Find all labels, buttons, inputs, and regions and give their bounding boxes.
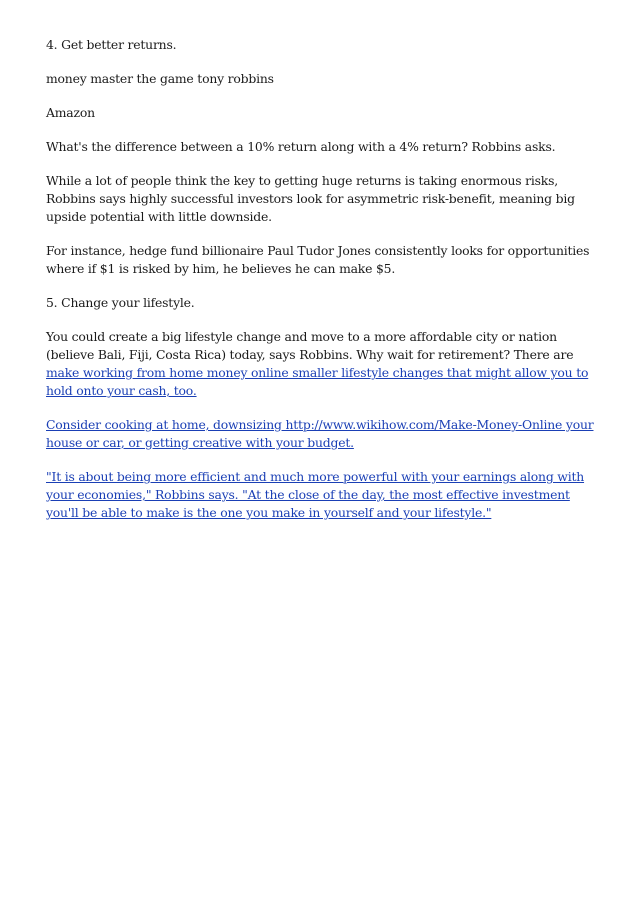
section-heading-get-better-returns: 4. Get better returns.	[46, 37, 177, 52]
robbins-quote-link[interactable]: "It is about being more efficient and much more powerful with your earnings along with your economies," Robbins says. "At the close of the day, the most effective investment you'll be able to make is the one you make in yourself and your lifestyle."	[46, 469, 585, 520]
paragraph-return-difference: What's the difference between a 10% return along with a 4% return? Robbins asks.	[46, 139, 556, 154]
section-heading-change-lifestyle: 5. Change your lifestyle.	[46, 295, 195, 310]
cooking-at-home-link[interactable]: Consider cooking at home, downsizing http://www.wikihow.com/Make-Money-Online your house or car, or getting creative with your budget.	[46, 417, 594, 450]
image-caption: money master the game tony robbins	[46, 71, 274, 86]
paragraph-cooking-at-home	[46, 416, 602, 452]
document-page	[46, 36, 602, 538]
lifestyle-text: You could create a big lifestyle change and move to a more affordable city or nation (believe Bali, Fiji, Costa Rica) today, says Robbins. Why wait for retirement? There are	[46, 329, 574, 362]
source-label: Amazon	[46, 105, 95, 120]
paragraph-asymmetric-risk: While a lot of people think the key to getting huge returns is taking enormous risks, Robbins says highly successful investors look for asymmetric risk-benefit, meaning big upside potential with little downside.	[46, 173, 575, 224]
paragraph-robbins-quote	[46, 468, 602, 522]
make-money-online-link[interactable]: make working from home money online smaller lifestyle changes that might allow you to hold onto your cash, too.	[46, 365, 589, 398]
paragraph-paul-tudor-jones: For instance, hedge fund billionaire Paul Tudor Jones consistently looks for opportunities where if $1 is risked by him, he believes he can make $5.	[46, 243, 590, 276]
paragraph-lifestyle-change	[46, 328, 602, 400]
